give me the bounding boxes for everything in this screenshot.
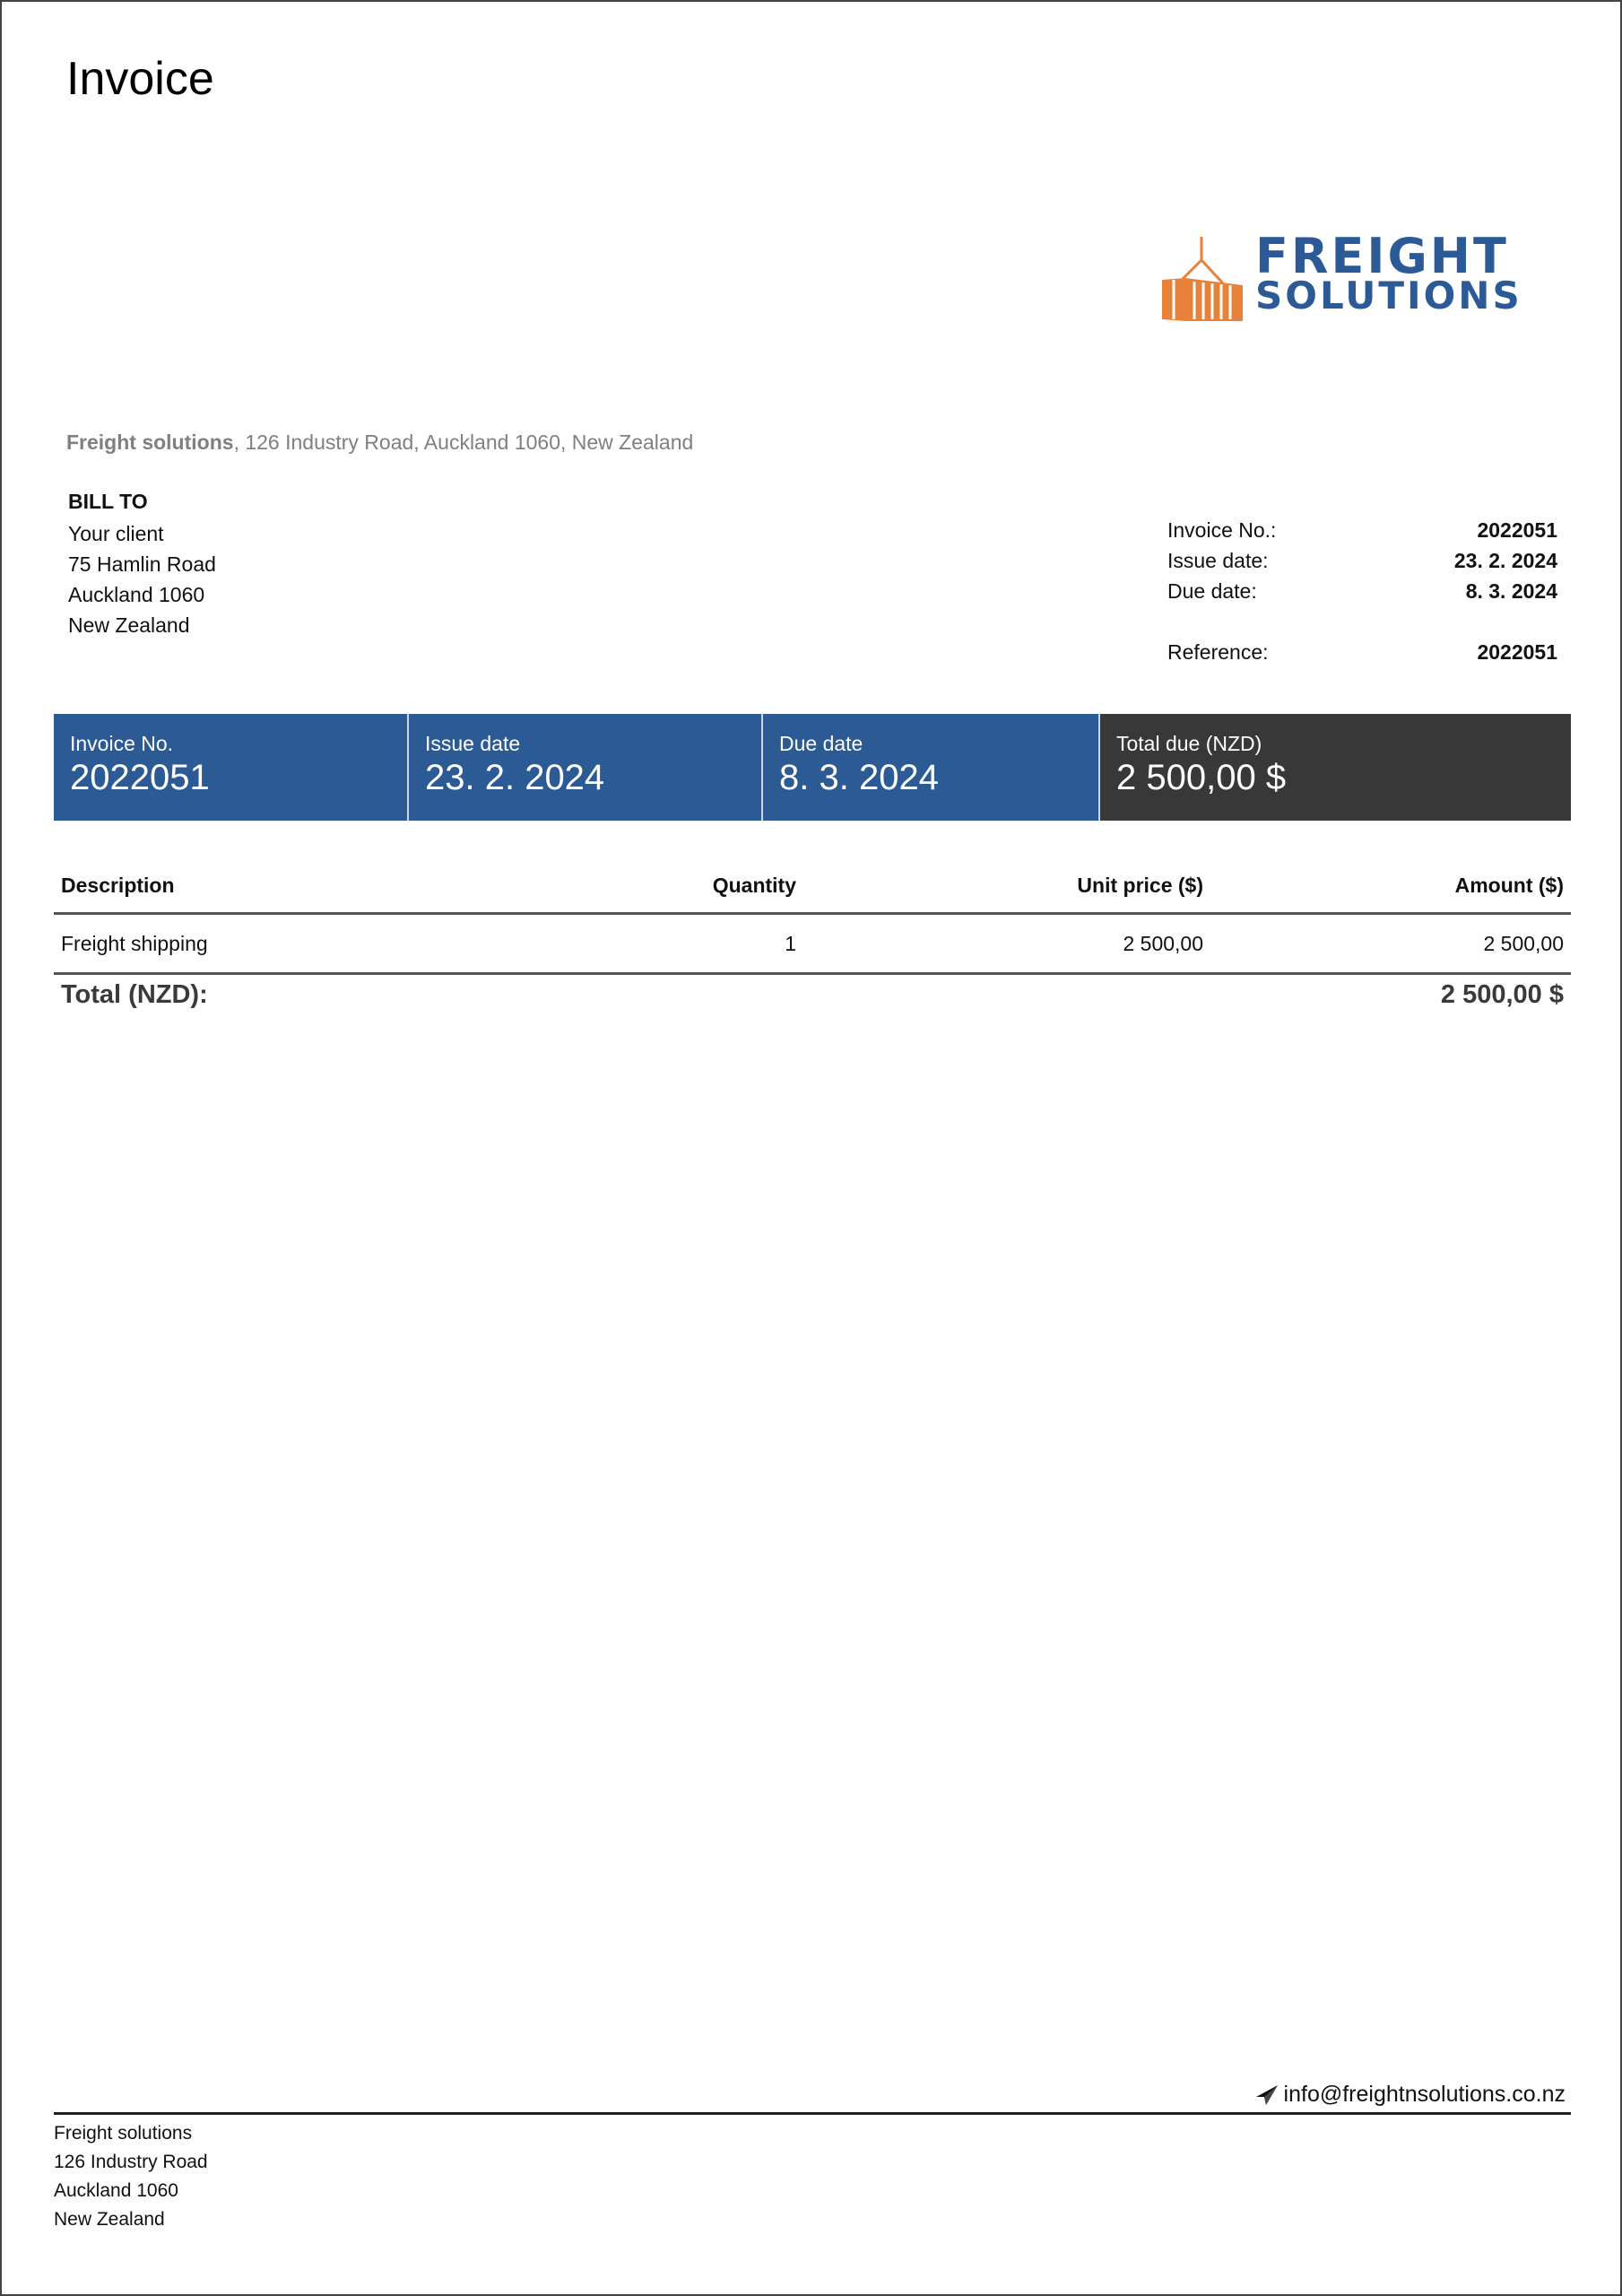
cell-description: Freight shipping (61, 931, 208, 955)
summary-due-date: Due date 8. 3. 2024 (763, 714, 1100, 821)
sender-address-line (66, 430, 693, 455)
client-city: Auckland 1060 (68, 583, 205, 606)
footer-divider (54, 2112, 1571, 2115)
page-title: Invoice (66, 53, 214, 105)
header-unit-price: Unit price ($) (1077, 873, 1203, 897)
client-name: Your client (68, 522, 164, 545)
cell-quantity: 1 (785, 931, 796, 955)
line-items-table (54, 858, 1571, 1010)
client-street: 75 Hamlin Road (68, 552, 216, 576)
summary-issue-date: Issue date 23. 2. 2024 (409, 714, 763, 821)
total-row (54, 975, 1571, 1010)
summary-invoice-no: Invoice No. 2022051 (54, 714, 409, 821)
footer-email (1255, 2082, 1566, 2108)
meta-due-date: Due date: 8. 3. 2024 (1167, 579, 1557, 603)
invoice-meta (1167, 515, 1557, 667)
logo-wordmark: FREIGHT SOLUTIONS (1255, 228, 1522, 317)
shipping-container-icon (1158, 233, 1248, 332)
header-amount: Amount ($) (1454, 873, 1564, 897)
header-description: Description (61, 873, 175, 897)
bill-to-block (68, 486, 216, 640)
summary-banner (54, 714, 1571, 821)
sender-name: Freight solutions (66, 430, 234, 454)
footer-address: Freight solutions 126 Industry Road Auckland 1060 New Zealand (54, 2123, 208, 2230)
table-row (54, 915, 1571, 975)
company-logo (1158, 228, 1553, 332)
email-link[interactable]: info@freightnsolutions.co.nz (1283, 2082, 1566, 2107)
cell-unit-price: 2 500,00 (1123, 931, 1203, 955)
total-value: 2 500,00 $ (1440, 980, 1564, 1009)
meta-invoice-no: Invoice No.: 2022051 (1167, 518, 1557, 542)
meta-issue-date: Issue date: 23. 2. 2024 (1167, 549, 1557, 572)
bill-to-label: BILL TO (68, 490, 148, 513)
table-header (54, 858, 1571, 915)
cell-amount: 2 500,00 (1483, 931, 1564, 955)
paper-plane-icon (1255, 2084, 1279, 2106)
client-country: New Zealand (68, 613, 190, 637)
total-label: Total (NZD): (61, 980, 208, 1009)
sender-address: , 126 Industry Road, Auckland 1060, New Zealand (233, 430, 694, 454)
header-quantity: Quantity (712, 873, 796, 897)
meta-reference: Reference: 2022051 (1167, 640, 1557, 664)
summary-total-due: Total due (NZD) 2 500,00 $ (1100, 714, 1571, 821)
